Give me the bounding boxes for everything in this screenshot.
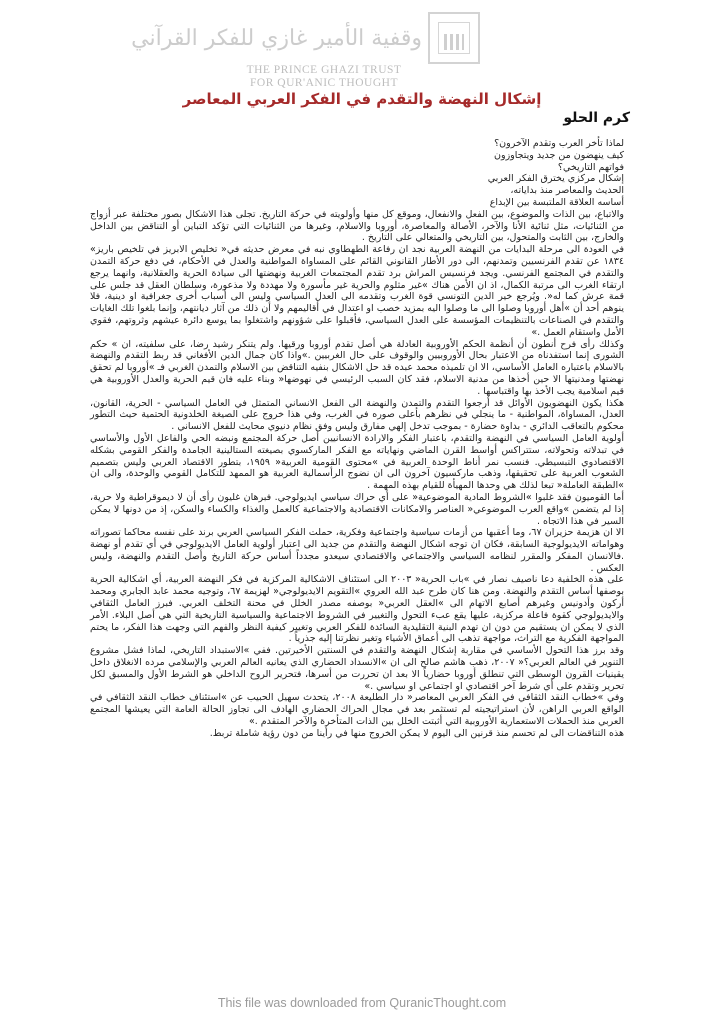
- arabic-calligraphy-logo: وقفية الأمير غازي للفكر القرآني: [131, 26, 422, 51]
- paragraph: وفي »خطاب النقد الثقافي في الفكر العربي المعاصر« دار الطليعة ٢٠٠٨، يتحدث سهيل الحبيب عن »استئناف خطاب النقد الثقافي في الواقع العربي الراهن، لأن استراتيجيته لم تستثمر بعد في مجال الحراك الحضاري الهادف الى تجاوز الحالة العامة التي يعيشها المجتمع العربي منذ الحملات الاستعمارية الأوروبية التي أثبتت الخلل بين الذات المتأخرة والآخر المتقدم .»: [90, 692, 624, 728]
- page-header: [0, 0, 724, 100]
- paragraph: على هذه الخلفية دعا ناصيف نصار في »باب الحرية« ٢٠٠٣ الى استئناف الاشكالية المركزية في فكر النهضة العربية، أي اشكالية الحرية بوصفها أساس التقدم والنهضة. ومن هنا كان طرح عبد الله العروي »التقويم الايديولوجي« لهزيمة ٦٧، وتوجيه محمد عابد الجابري ومحمد أركون وأدونيس وغيرهم أصابع الاتهام الى »العقل العربي« بوصفه مصدر الخلل في محنة التخلف العربي. فبرز العامل الثقافي والايديولوجي كقوة فاعلة مركزية، عليها يقع عبء التحول والتغيير في الشروط الاجتماعية والسياسية التاريخية التي هي أصل البلاء. الأمر الذي لا يمكن ان يستقيم من دون ان تهدم البنية التقليدية السائدة للفكر العربي وتغيير كيفية النظر والفهم التي وجهت هذا الفكر، ما يحتم المواجهة الفكرية مع التراث، مواجهة تذهب الى أعماق الأشياء وتغير نظرتنا إليه جذرياً .: [90, 574, 625, 645]
- paragraph: الا ان هزيمة حزيران ٦٧، وما أعقبها من أزمات سياسية واجتماعية وفكرية، حملت الفكر السياسي العربي برند على نفسه محاكما تصوراته وهواماته الايديولوجية السابقة، فكان ان توجه اشكال النهضة والتقدم من جديد الى اعتبار أولوية العامل الايديولوجي في أي تقدم أو نهضة .فالانسان المفكر والمقرر لنظامه السياسي والاجتماعي والاقتصادي سيعدو مجدداً أساس حركة التاريخ وأصل التقدم والنهضة، وليس العكس .: [90, 527, 624, 574]
- paragraph: وكذلك رأى فرح أنطون أن أنظمة الحكم الأوروبية العادلة هي أصل تقدم أوروبا ورقيها. ولم يتنكر رشيد رضا، على سلفيته، ان » حكم الشورى إنما استفدناه من الاعتبار بحال الأوروبيين والوقوف على حال الغربيين .»واذا كان جمال الدين الأفغاني قد ربط التقدم والنهضة بالاسلام باعتباره العامل الأساسي، الا ان تلميذه محمد عبده قد حل الاشكال بنفيه التناقض بين الاسلام والتمدن الغربي فـ »أوروبا لم تحقق نهضتها ومدنيتها الا حين أخذها من مدنية الاسلام، فقد كان السبب الرئيسي في نهوضها« وبناء عليه فان قيم الحرية والعدل الأوروبية هي قيم اسلامية يجب الأخذ بها واقتباسها .: [90, 338, 624, 397]
- paragraph: هذه التناقضات الى لم تحسم منذ قرنين الى اليوم لا يمكن الخروج منها في رأينا من دون رؤية شاملة تربط.: [209, 727, 624, 739]
- trust-name-line-2: FOR QUR'ANIC THOUGHT: [250, 77, 398, 89]
- intro-line: كيف ينهضون من جديد ويتجاوزون: [494, 149, 624, 161]
- trust-logo-icon: [428, 12, 480, 64]
- paragraph: والاتباع، بين الذات والموضوع، بين الفعل والانفعال، وموقع كل منها وأولويته في حركة التاريخ. تجلى هذا الاشكال بصور مختلفة عبر أزواج من الثنائيات، مثل ثنائية الأنا والآخر، الأصالة والمعاصرة، أوروبا والاسلام، وغيرها من الثنائيات التي تؤكد التباين أو التناقض بين الداخل والخارج، بين الثابت والمتحول، بين التاريخي والمتعالي على التاريخ .: [90, 208, 624, 244]
- paragraph: وقد برز هذا التحول الأساسي في مقاربة إشكال النهضة والتقدم في السنتين الأخيرتين. ففي »الاستبداد التاريخي، لماذا فشل مشروع التنوير في العالم العربي؟« ٢٠٠٧، ذهب هاشم صالح الى ان »الانسداد الحضاري الذي يعانيه العالم العربي والإسلامي مرده الانغلاق داخل يقينيات القرون الوسطى التي تنطلق أوروبا حضارياً الا بعد ان تحررت من أسرها، فتحرير الروح الداخلي هو الشرط الأول والمسبق لكل تحرير وتقدم على أي شرط آخر اقتصادي او اجتماعي او سياسي .»: [90, 645, 624, 692]
- paragraph: في العودة الى مرحلة البدايات من النهضة العربية نجد ان رفاعة الطهطاوي نبه في معرض حديثه في« تخليص الابريز في تلخيص باريز» ١٨٣٤ عن تقدم الفرنسيين وتمدنهم، الى دور الأطار القانوني القائم على المساواة المواطنية والعدل في الأحكام، في دفع حركة التمدن والتقدم في المجتمع الفرنسي. ويجد فرنسيس المراش برد تقدم المجتمعات الغربية ونهضتها الى سيادة الحرية والعقلانية، وانهما يرجع ارتقاء الغرب الى مرتبة الكمال، اذ ان الأمن هناك »غير مثلوم والحرية غير مأسورة ولا مهددة ولا مذعورة، وسلطان العقل قد جلس على قمة عرش كما له«. ويُرجع خير الدين التونسي قوة الغرب وتقدمه الى العدل السياسي وليس الى أسباب أخرى جغرافية او دينية، فلا ينوهم أحد أن »أهل أوروبا وصلوا الى ما وصلوا اليه بمزيد خصب او اعتدال في أقاليمهم ولا أن ذلك من آثار ديانتهم، وإنما بلغوا تلك الغايات والتقدم في الصناعات بالتنظيمات المؤسسة على العدل السياسي، فأقبلوا على شؤونهم واشتغلوا بما يوسع دائرة عيشهم وثروتهم، فقوي الأمل واستقام العمل .»: [90, 244, 624, 338]
- intro-line: أساسه العلاقة الملتبسة بين الإبداع: [489, 196, 624, 208]
- trust-name: [214, 64, 434, 90]
- document-title: إشكال النهضة والتقدم في الفكر العربي المعاصر: [182, 90, 542, 108]
- intro-line: فواتهم التاريخي؟: [557, 161, 624, 173]
- author-name: كرم الحلو: [563, 110, 630, 126]
- intro-line: الحديث والمعاصر منذ بداياته،: [510, 185, 624, 197]
- paragraph: هكذا يكون النهضويون الأوائل قد أرجعوا التقدم والتمدن والنهضة الى الفعل الانساني المتمثل في العامل السياسي - الحرية، القانون، العدل، المساواة، المواطنية - ما ينجلي في نظرهم بأعلى صوره في الغرب، وفي هذا خروج على الصيغة الخلدونية الحتمية حيث التطور محكوم بالتعاقب الدائري - بداوة حضارة - بموجب تدخل إلهي مفارق وليس وفق نظام دنيوي محايث للفعل الانساني .: [90, 397, 624, 433]
- intro-line: إشكال مركزي يخترق الفكر العربي: [487, 173, 624, 185]
- article-body: [90, 138, 624, 910]
- paragraph: أولوية العامل السياسي في النهضة والتقدم، باعتبار الفكر والارادة الانسانيين أصل حركة المجتمع ونبضه الحي والفاعل الأول والأساسي في تبدلاته وتحولاته، ستتراكس أواسط القرن الماضي ونهاياته مع الفكر الماركسوي بصيغته الستالينية الجامدة والفكر القومي بشكله الاقتصادوي التبسيطي. فنسب نمر أناط الوحدة العربية في »محتوى القومية العربية« ١٩٥٩، بتطور الاقتصاد العربي وليس بتصميم الشعوب العربية على تحقيقها، وذهب ماركسيون آخرون الى ان نضوج الرأسمالية العربية هو الممهد للتكامل القومي والوحدة، والى ان »الطبقة العاملة« تبعا لذلك هي وحدها المهيأة للقيام بهذه المهمة .: [90, 432, 624, 492]
- download-footer: This file was downloaded from QuranicThought.com: [217, 996, 507, 1010]
- paragraph: أما القوميون فقد غلبوا »الشروط المادية الموضوعية« على أي حراك سياسي ايديولوجي. فبرهان غليون رأى أن لا ديموقراطية ولا حرية، إذا لم يتضمن »واقع العرب الموضوعي« العناصر والامكانات الاقتصادية والاجتماعية كالعمل والغذاء والكساء والسكن، إذ من دونها لا يمكن السير في هذا الاتجاه .: [90, 491, 624, 527]
- intro-line: لماذا تأخر العرب وتقدم الآخرون؟: [494, 138, 624, 149]
- trust-name-line-1: THE PRINCE GHAZI TRUST: [246, 64, 402, 76]
